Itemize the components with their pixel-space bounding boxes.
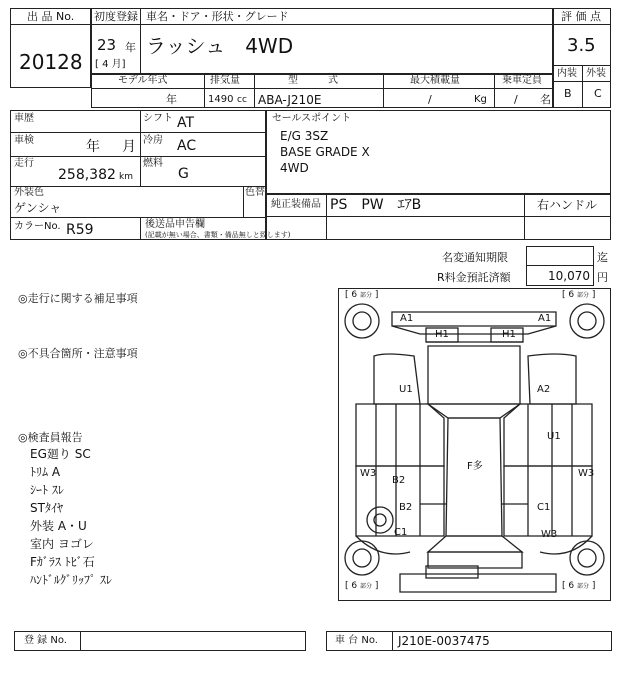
equipment-value: PS PW ｴｱB bbox=[330, 197, 422, 213]
mark-w3-right: W3 bbox=[578, 468, 595, 479]
tire-label-fr: [ 6 部分 ] bbox=[562, 290, 596, 300]
mark-u1-left: U1 bbox=[399, 384, 413, 395]
recycle-value: 10,070 bbox=[548, 269, 590, 283]
max-load-unit: Kg bbox=[474, 94, 487, 105]
sales-point-line: 4WD bbox=[280, 161, 309, 175]
sales-point-line: BASE GRADE X bbox=[280, 145, 370, 159]
name-change-label: 名変通知期限 bbox=[442, 251, 508, 264]
sales-points-label: セールスポイント bbox=[272, 113, 352, 124]
interior-label: 内装 bbox=[557, 68, 577, 79]
shift-label: シフト bbox=[143, 113, 173, 124]
max-load-label: 最大積載量 bbox=[410, 75, 460, 86]
left-front-door bbox=[356, 404, 444, 466]
inspection-month: 月 bbox=[122, 139, 136, 155]
defects-notes-label: ◎不具合箇所・注意事項 bbox=[18, 347, 138, 360]
color-change-label: 色替 bbox=[245, 187, 265, 198]
color-no-value: R59 bbox=[66, 222, 94, 238]
car-name-label: 車名・ドア・形状・グレード bbox=[146, 10, 289, 23]
hood bbox=[428, 346, 520, 404]
mark-f-roof: F多 bbox=[467, 461, 483, 472]
displacement-label: 排気量 bbox=[210, 75, 240, 86]
tire-rear-right bbox=[570, 541, 604, 575]
tire-front-right bbox=[570, 304, 604, 338]
color-no-label: カラーNo. bbox=[14, 221, 61, 232]
mark-w3-rear: W3 bbox=[541, 529, 558, 540]
mark-a2-right: A2 bbox=[537, 384, 551, 395]
first-reg-month: [ 4 月] bbox=[95, 59, 126, 70]
mark-a1-right: A1 bbox=[538, 313, 552, 324]
tire-front-left bbox=[345, 304, 379, 338]
front-fender-left bbox=[374, 354, 420, 404]
inspector-line: ｼｰﾄ ｽﾚ bbox=[30, 483, 64, 497]
ac-value: AC bbox=[177, 138, 197, 154]
steering-value: 右ハンドル bbox=[537, 198, 598, 212]
mark-b2-upper: B2 bbox=[392, 475, 406, 486]
type-label: 型 式 bbox=[288, 75, 338, 86]
color-label: 外装色 bbox=[14, 187, 44, 198]
score-label: 評 価 点 bbox=[561, 10, 601, 23]
fuel-label: 燃料 bbox=[143, 158, 163, 169]
score-value: 3.5 bbox=[567, 35, 596, 56]
inspector-line: EG廻り SC bbox=[30, 447, 91, 461]
spare-tire bbox=[367, 507, 393, 533]
mark-a1-left: A1 bbox=[400, 313, 414, 324]
recycle-label: R料金預託済額 bbox=[437, 271, 511, 284]
mark-b2-lower: B2 bbox=[399, 502, 413, 513]
name-change-suffix: 迄 bbox=[597, 251, 608, 264]
chassis-value: J210E-0037475 bbox=[398, 634, 490, 648]
fuel-value: G bbox=[178, 166, 189, 182]
mark-c1-left: C1 bbox=[394, 527, 408, 538]
tire-rear-left bbox=[345, 541, 379, 575]
car-name: ラッシュ 4WD bbox=[146, 34, 294, 58]
model-code: ABA-J210E bbox=[258, 93, 322, 107]
registration-label: 登 録 No. bbox=[24, 635, 67, 646]
mark-h1-left: H1 bbox=[435, 329, 449, 340]
capacity-label: 乗車定員 bbox=[502, 75, 542, 86]
post-document-label: 後送品申告欄 bbox=[145, 219, 205, 230]
interior-grade: B bbox=[564, 87, 572, 100]
inspector-line: 外装 A・U bbox=[30, 519, 87, 533]
first-reg-year: 23 bbox=[97, 36, 117, 54]
history-label: 車歴 bbox=[14, 113, 34, 124]
capacity-slash: / bbox=[514, 93, 518, 106]
shift-value: AT bbox=[177, 115, 195, 131]
inspection-label: 車検 bbox=[14, 135, 34, 146]
inspector-line: ﾄﾘﾑ A bbox=[30, 465, 61, 479]
tire-label-rl: [ 6 部分 ] bbox=[345, 581, 379, 591]
inspector-line: 室内 ヨゴレ bbox=[30, 537, 94, 551]
inspection-year: 年 bbox=[86, 139, 100, 155]
mileage-unit: km bbox=[119, 172, 133, 182]
recycle-unit: 円 bbox=[597, 271, 608, 284]
ac-label: 冷房 bbox=[143, 135, 163, 146]
color-value: ゲンシャ bbox=[14, 201, 62, 215]
exterior-grade: C bbox=[594, 87, 602, 100]
lot-label: 出 品 No. bbox=[27, 10, 75, 23]
mileage-value: 258,382 bbox=[58, 167, 116, 183]
mileage-label: 走行 bbox=[14, 158, 34, 169]
tire-label-rr: [ 6 部分 ] bbox=[562, 581, 596, 591]
model-year-unit: 年 bbox=[166, 93, 177, 106]
lot-number: 20128 bbox=[19, 50, 83, 74]
post-document-note: (記載が無い場合、書類・備品無しと致します) bbox=[145, 231, 291, 239]
front-bumper bbox=[392, 312, 556, 334]
inspector-line: ﾊﾝﾄﾞﾙｸﾞﾘｯﾌﾟ ｽﾚ bbox=[30, 573, 112, 587]
front-fender-right bbox=[528, 354, 576, 404]
capacity-unit: 名 bbox=[540, 93, 551, 106]
displacement-value: 1490 bbox=[208, 94, 234, 105]
mark-w3-left: W3 bbox=[360, 468, 377, 479]
displacement-unit: cc bbox=[237, 95, 247, 105]
exterior-label: 外装 bbox=[586, 68, 606, 79]
inspector-report-label: ◎検査員報告 bbox=[18, 431, 83, 444]
max-load-slash: / bbox=[428, 93, 432, 106]
mark-c1-right: C1 bbox=[537, 502, 551, 513]
equipment-label: 純正装備品 bbox=[271, 199, 321, 210]
roof bbox=[446, 418, 502, 536]
mark-h1-right: H1 bbox=[502, 329, 516, 340]
year-unit: 年 bbox=[125, 41, 136, 54]
mark-u1-right: U1 bbox=[547, 431, 561, 442]
model-year-label: モデル年式 bbox=[118, 75, 168, 86]
tire-label-fl: [ 6 部分 ] bbox=[345, 290, 379, 300]
sales-point-line: E/G 3SZ bbox=[280, 129, 329, 143]
inspector-line: STﾀｲﾔ bbox=[30, 501, 63, 515]
chassis-label: 車 台 No. bbox=[335, 635, 378, 646]
inspector-line: Fｶﾞﾗｽ ﾄﾋﾞ石 bbox=[30, 555, 95, 569]
driving-notes-label: ◎走行に関する補足事項 bbox=[18, 292, 138, 305]
rear-window bbox=[428, 536, 522, 552]
first-reg-label: 初度登録 bbox=[94, 10, 138, 23]
